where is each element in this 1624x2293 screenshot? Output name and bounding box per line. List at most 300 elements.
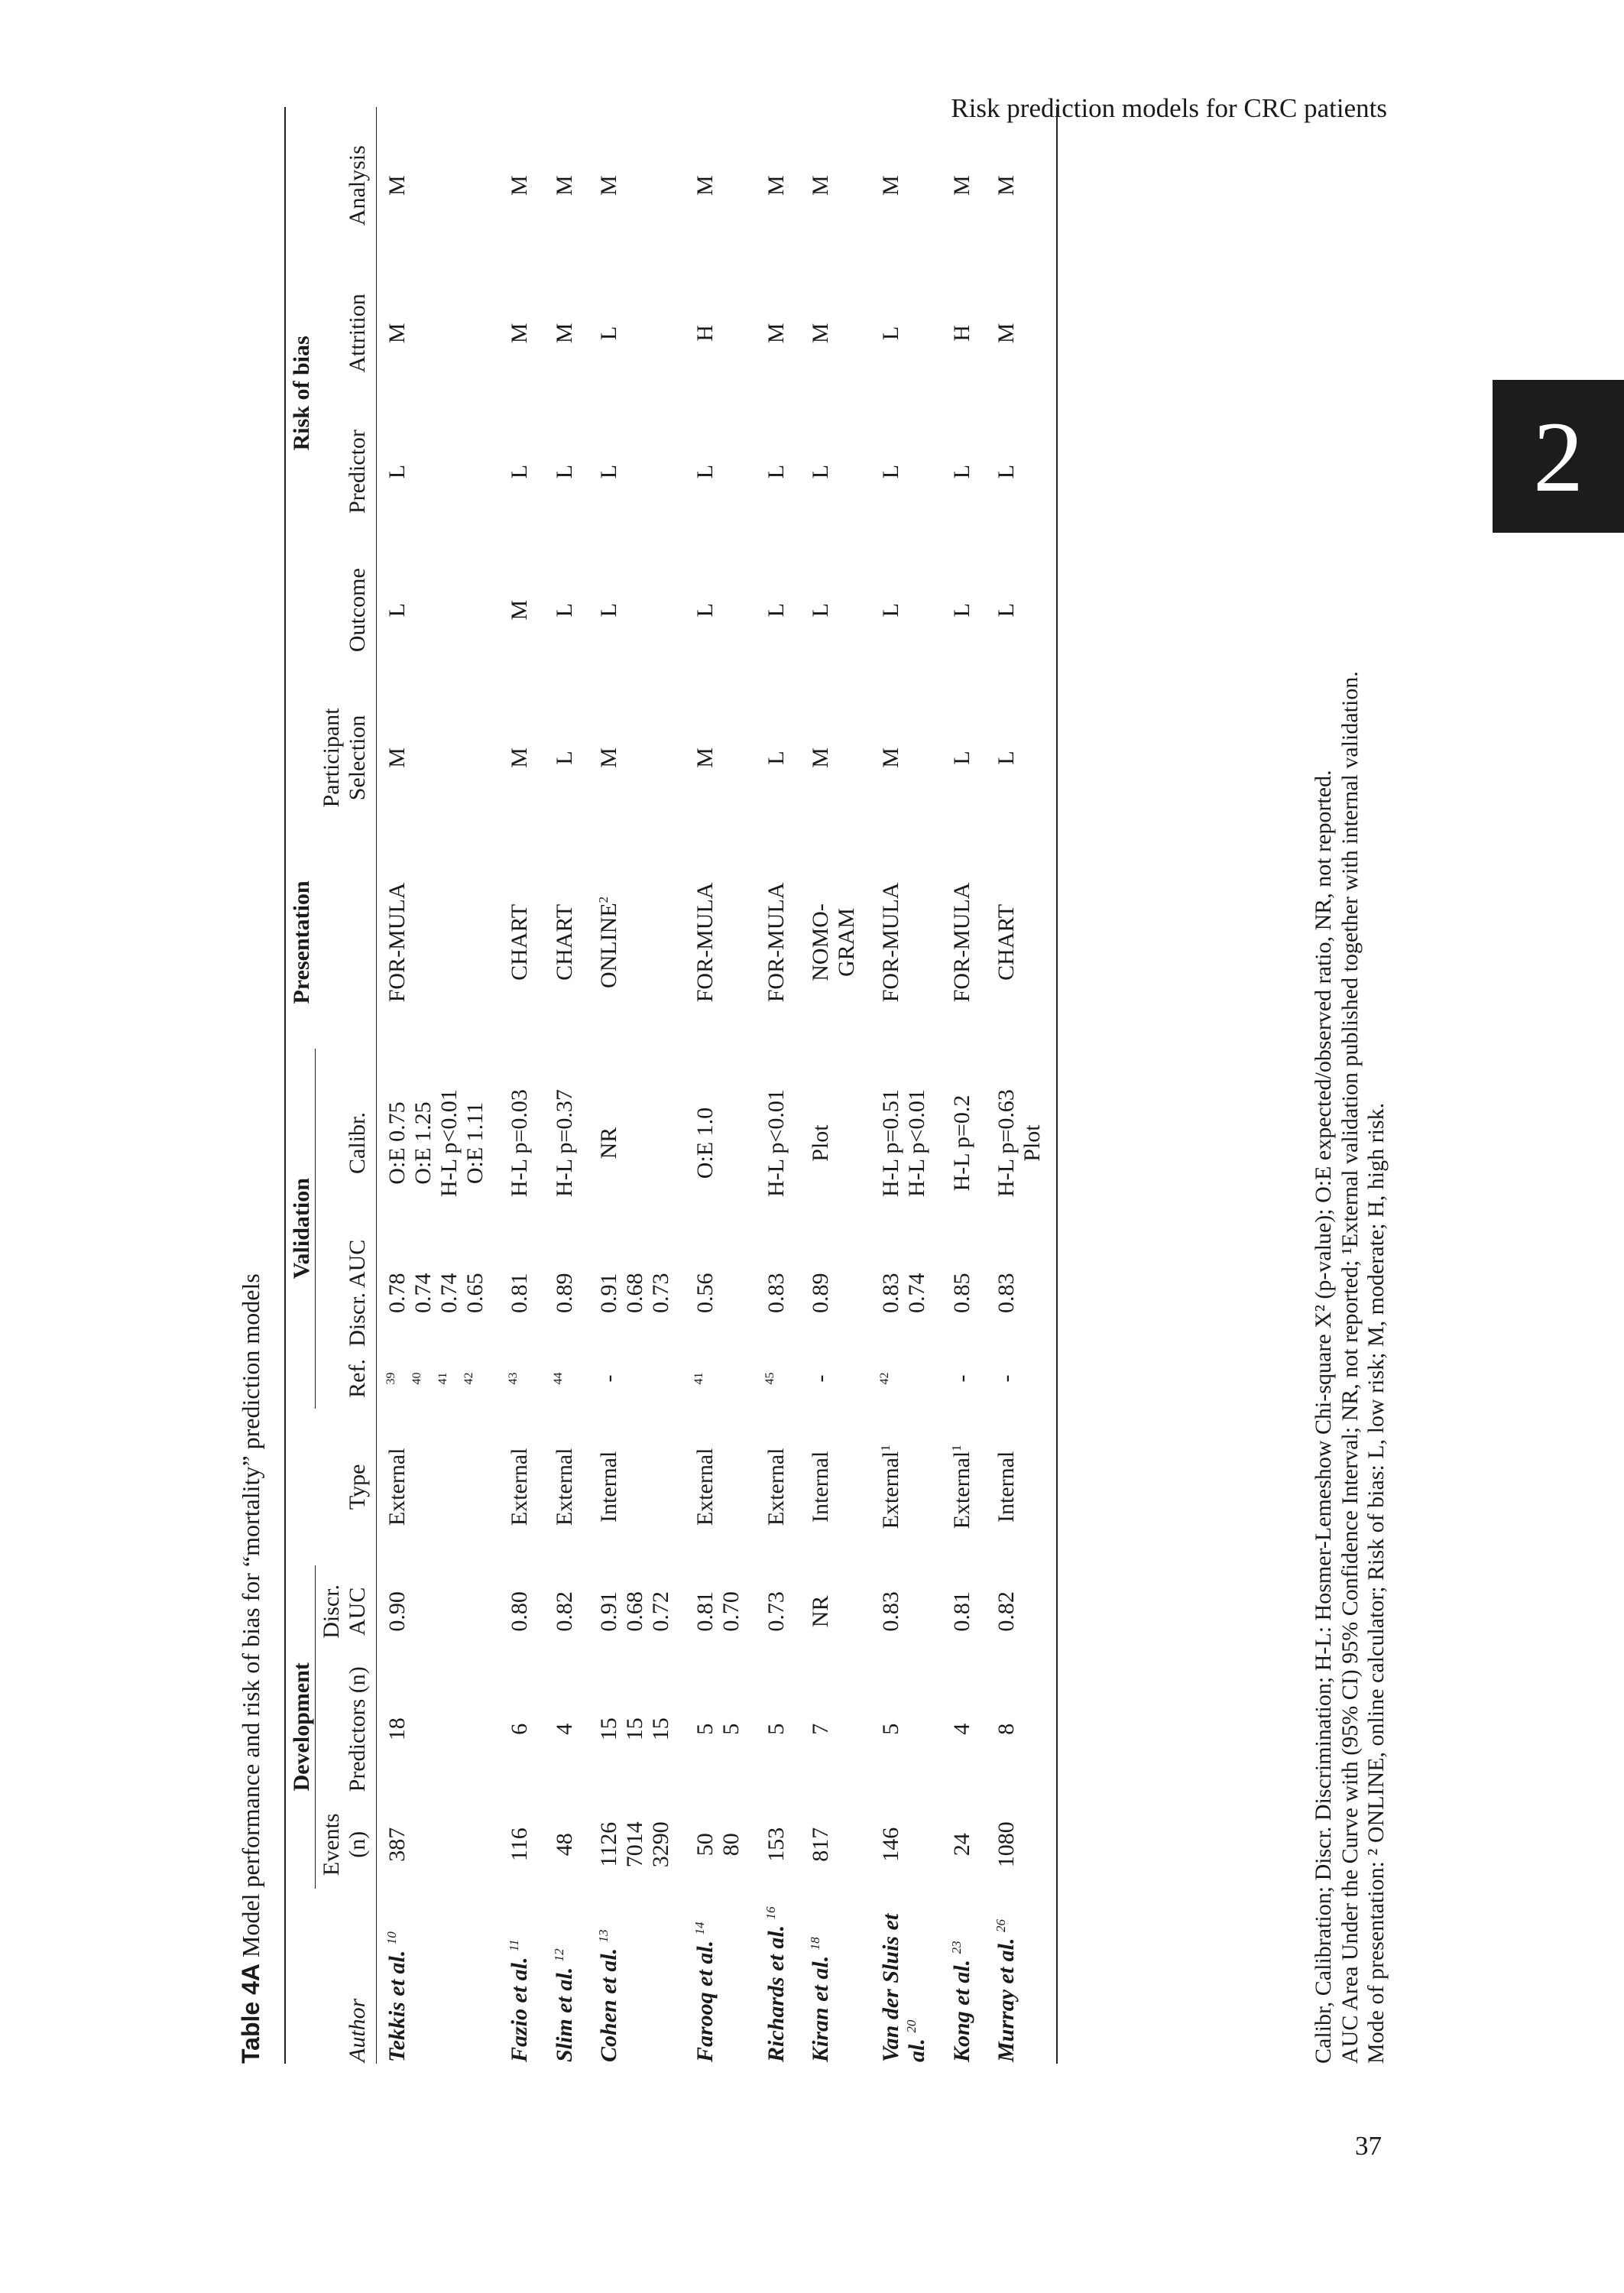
cell-line: FOR-MULA [692,882,718,1003]
analysis-cell: M [384,175,410,196]
cell-line: Plot [1019,1124,1045,1162]
calibr-cell [376,1049,499,1238]
reference-superscript: 12 [551,1948,566,1962]
type-cell [544,1409,588,1565]
predictor-cell: L [993,464,1019,479]
ref-cell [685,1348,755,1408]
cell-line: NR [807,1595,833,1628]
ref-number: 40 [410,1372,423,1385]
cell-line: 3290 [648,1821,674,1868]
analysis-cell: M [807,175,833,196]
cell-line: 0.78 [384,1273,410,1314]
col-dev-auc: Discr. AUC [319,1584,371,1639]
reference-superscript: 10 [384,1931,399,1945]
cell-line: 0.56 [692,1273,718,1314]
validation-type: External [507,1448,533,1526]
reference-superscript: 23 [948,1941,964,1954]
col-predictor: Predictor [345,430,371,514]
predictors-cell [544,1658,588,1801]
attrition-cell: L [878,326,904,341]
outcome-cell: L [763,603,789,618]
cell-line: CHART [551,903,577,981]
cell-line: O:E 1.25 [410,1101,436,1185]
author-cell [756,1889,800,2064]
predictors-cell [986,1658,1057,1801]
results-table [284,107,1058,2064]
participant-cell: M [384,748,410,768]
author-cell [376,1889,499,2064]
presentation-cell [870,836,941,1049]
table-label: Table 4A [237,1964,264,2064]
dev-auc-cell [499,1565,543,1658]
presentation-cell [756,836,800,1049]
outcome-cell: M [507,599,533,621]
col-presentation [316,836,376,1049]
predictor-cell: L [595,464,621,479]
cell-line: H-L p=0.51 [878,1089,904,1197]
presentation-cell [685,836,755,1049]
ref-cell [544,1348,588,1408]
calibr-cell [544,1049,588,1238]
participant-cell: M [878,748,904,768]
predictor-cell: L [878,464,904,479]
ref-cell [756,1348,800,1408]
table-row [588,107,686,2064]
type-cell [800,1409,870,1565]
footnote-line: Calibr, Calibration; Discr. Discrimination; H-L: Hosmer-Lemeshow Chi-square X² (p-value); O:E expected/observed ratio, NR, not reported. [1311,770,1336,2064]
presentation-cell [942,836,986,1049]
predictor-cell: L [384,464,410,479]
cell-line: 5 [718,1723,744,1735]
predictors-cell [800,1658,870,1801]
ref-number: 45 [763,1372,776,1385]
calibr-cell [756,1049,800,1238]
predictor-cell: L [948,464,974,479]
cell-line: 0.73 [763,1591,789,1632]
cell-line: 4 [948,1723,974,1735]
cell-line: 0.82 [993,1591,1019,1632]
cell-line: 817 [807,1827,833,1862]
presentation-cell [376,836,499,1049]
cell-line: 0.91 [595,1273,621,1314]
participant-cell: M [807,748,833,768]
type-cell [376,1409,499,1565]
reference-superscript: 13 [595,1929,611,1943]
cell-line: 153 [763,1827,789,1862]
cell-line: 0.81 [507,1273,533,1314]
events-cell [685,1801,755,1889]
val-auc-cell [942,1237,986,1348]
running-head: Risk prediction models for CRC patients [951,93,1387,123]
cell-line: NOMO- [807,903,833,981]
cell-line: O:E 1.0 [692,1107,718,1179]
analysis-cell: M [763,175,789,196]
outcome-cell: L [384,603,410,618]
events-cell [588,1801,686,1889]
predictors-cell [588,1658,686,1801]
cell-line: 48 [551,1833,577,1857]
cell-line: 0.90 [384,1591,410,1632]
author-name: Farooq et al. [692,1935,718,2062]
participant-cell: M [595,748,621,768]
cell-line: 146 [878,1827,904,1862]
cell-line: H-L p=0.2 [948,1095,974,1192]
presentation-cell [588,836,686,1049]
table-row [499,107,543,2064]
ref-number: 43 [507,1372,520,1385]
author-name: Slim et al. [551,1961,577,2062]
table-body [376,107,1057,2064]
ref-cell [588,1348,686,1408]
events-cell [499,1801,543,1889]
author-cell [800,1889,870,2064]
presentation-cell [499,836,543,1049]
validation-type: External [692,1448,718,1526]
author-name: Kong et al. [948,1954,974,2062]
cell-line: 7014 [621,1821,647,1868]
ref-number: - [993,1374,1019,1383]
table-caption-text: Model performance and risk of bias for “mortality” prediction models [237,1273,264,1957]
cell-line: 387 [384,1827,410,1862]
outcome-cell: L [948,603,974,618]
ref-cell [870,1348,941,1408]
dev-auc-cell [800,1565,870,1658]
validation-type: External [384,1448,410,1526]
attrition-cell: M [993,323,1019,344]
col-events: Events (n) [319,1813,371,1876]
presentation-cell [544,836,588,1049]
calibr-cell [588,1049,686,1238]
val-auc-cell [376,1237,499,1348]
footnote-marker: 2 [595,896,611,903]
cell-line: H-L p<0.01 [904,1089,930,1197]
chapter-tab: 2 [1493,380,1624,533]
ref-number: 44 [551,1372,565,1385]
cell-line: 0.72 [648,1591,674,1632]
participant-cell: M [507,748,533,768]
predictors-cell [870,1658,941,1801]
table-row [544,107,588,2064]
rotated-table-block [237,92,1389,2064]
cell-line: H-L p=0.63 [993,1089,1019,1197]
outcome-cell: L [551,603,577,618]
footnote-marker: 1 [948,1445,964,1451]
author-name: Van der Sluis et al. [878,1913,930,2062]
col-val-auc: Discr. AUC [345,1239,371,1347]
presentation-cell [986,836,1057,1049]
calibr-cell [685,1049,755,1238]
table-row [756,107,800,2064]
participant-cell: L [948,751,974,765]
dev-auc-cell [756,1565,800,1658]
col-attrition: Attrition [345,294,371,373]
analysis-cell: M [551,175,577,196]
outcome-cell: L [692,603,718,618]
attrition-cell: L [595,326,621,341]
cell-line: 0.68 [621,1273,647,1314]
ref-number: 41 [436,1372,449,1385]
cell-line: 0.83 [878,1273,904,1314]
analysis-cell: M [948,175,974,196]
table-row [376,107,499,2064]
type-cell [685,1409,755,1565]
dev-auc-cell [588,1565,686,1658]
table-row [942,107,986,2064]
cell-line: ONLINE [595,903,621,988]
cell-line: 18 [384,1717,410,1741]
cell-line: FOR-MULA [763,882,789,1003]
author-name: Murray et al. [993,1931,1019,2062]
predictors-cell [376,1658,499,1801]
val-auc-cell [756,1237,800,1348]
col-outcome: Outcome [345,568,371,653]
participant-cell: L [551,751,577,765]
author-name: Kiran et al. [807,1950,833,2062]
validation-type: Internal [993,1451,1019,1523]
predictor-cell: L [551,464,577,479]
validation-type: External [763,1448,789,1526]
cell-line: 116 [507,1828,533,1862]
cell-line: 0.74 [904,1273,930,1314]
author-name: Cohen et al. [595,1942,621,2062]
cell-line: O:E 0.75 [384,1101,410,1185]
val-auc-cell [544,1237,588,1348]
cell-line: H-L p<0.01 [763,1089,789,1197]
cell-line: 0.91 [595,1591,621,1632]
cell-line: H-L p=0.03 [507,1089,533,1197]
predictor-cell: L [763,464,789,479]
author-cell [499,1889,543,2064]
analysis-cell: M [507,175,533,196]
ref-number: - [807,1374,833,1383]
cell-line: 6 [507,1723,533,1735]
predictor-cell: L [692,464,718,479]
column-header-row [316,107,376,2064]
cell-line: 0.83 [763,1273,789,1314]
cell-line: Plot [807,1124,833,1162]
type-cell [942,1409,986,1565]
reference-superscript: 20 [904,2019,919,2033]
cell-line: 50 [692,1833,718,1857]
calibr-cell [986,1049,1057,1238]
cell-line: NR [595,1127,621,1159]
attrition-cell: M [507,323,533,344]
col-participant-selection: Participant Selection [319,708,371,808]
table-row [986,107,1057,2064]
cell-line: 80 [718,1833,744,1857]
cell-line: 8 [993,1723,1019,1735]
val-auc-cell [499,1237,543,1348]
validation-type: External [551,1448,577,1526]
cell-line: 0.89 [807,1273,833,1314]
outcome-cell: L [878,603,904,618]
cell-line: 0.70 [718,1591,744,1632]
group-development: Development [285,1565,316,1889]
participant-cell: L [763,751,789,765]
ref-cell [986,1348,1057,1408]
val-auc-cell [800,1237,870,1348]
reference-superscript: 16 [763,1906,778,1920]
reference-superscript: 14 [692,1922,708,1935]
events-cell [870,1801,941,1889]
dev-auc-cell [986,1565,1057,1658]
cell-line: 0.73 [648,1273,674,1314]
dev-auc-cell [942,1565,986,1658]
author-name: Richards et al. [763,1919,789,2062]
ref-number: 39 [384,1372,397,1385]
ref-number: 41 [692,1372,706,1385]
col-type: Type [345,1464,371,1510]
footnote-marker: 1 [878,1445,893,1451]
cell-line: 1080 [993,1821,1019,1868]
cell-line: 0.81 [948,1591,974,1632]
cell-line: 0.80 [507,1591,533,1632]
table-row [685,107,755,2064]
cell-line: FOR-MULA [878,882,904,1003]
footnote-line: Mode of presentation: ² ONLINE, online calculator; Risk of bias: L, low risk; M, moderate; H, high risk. [1363,1102,1389,2064]
predictor-cell: L [807,464,833,479]
cell-line: FOR-MULA [948,882,974,1003]
cell-line: 4 [551,1723,577,1735]
table-row [800,107,870,2064]
calibr-cell [942,1049,986,1238]
dev-auc-cell [376,1565,499,1658]
cell-line: 0.89 [551,1273,577,1314]
author-cell [544,1889,588,2064]
cell-line: O:E 1.11 [462,1101,488,1185]
type-cell [499,1409,543,1565]
cell-line: 15 [595,1717,621,1741]
table-row [870,107,941,2064]
cell-line: 0.65 [462,1273,488,1314]
cell-line: 0.85 [948,1273,974,1314]
group-presentation: Presentation [289,881,314,1004]
attrition-cell: H [692,325,718,342]
cell-line: 0.74 [436,1273,462,1314]
page-number: 37 [1355,2131,1382,2161]
col-analysis: Analysis [345,145,371,226]
calibr-cell [499,1049,543,1238]
col-predictors: Predictors (n) [345,1666,371,1792]
predictors-cell [756,1658,800,1801]
col-calibr: Calibr. [345,1112,371,1174]
cell-line: 15 [648,1717,674,1741]
group-validation: Validation [285,1049,316,1409]
cell-line: CHART [507,903,533,981]
validation-type: External [878,1451,904,1529]
dev-auc-cell [544,1565,588,1658]
type-cell [588,1409,686,1565]
group-header-row [285,107,316,2064]
attrition-cell: H [948,325,974,342]
reference-superscript: 11 [507,1939,522,1951]
cell-line: 5 [878,1723,904,1735]
cell-line: H-L p=0.37 [551,1089,577,1197]
calibr-cell [800,1049,870,1238]
events-cell [800,1801,870,1889]
analysis-cell: M [993,175,1019,196]
events-cell [756,1801,800,1889]
attrition-cell: M [763,323,789,344]
cell-line: 0.74 [410,1273,436,1314]
predictors-cell [499,1658,543,1801]
ref-number: - [948,1374,974,1383]
type-cell [986,1409,1057,1565]
cell-line: 24 [948,1833,974,1857]
val-auc-cell [870,1237,941,1348]
table-caption [237,1273,265,2064]
type-cell [756,1409,800,1565]
participant-cell: L [993,751,1019,765]
table-footnotes [1311,107,1390,2064]
ref-number: 42 [878,1372,892,1385]
cell-line: CHART [993,903,1019,981]
attrition-cell: M [551,323,577,344]
predictors-cell [685,1658,755,1801]
ref-number: 42 [462,1372,476,1385]
cell-line: FOR-MULA [384,882,410,1003]
validation-type: External [948,1451,974,1529]
dev-auc-cell [870,1565,941,1658]
author-name: Tekkis et al. [384,1944,410,2062]
analysis-cell: M [878,175,904,196]
val-auc-cell [588,1237,686,1348]
events-cell [942,1801,986,1889]
analysis-cell: M [595,175,621,196]
dev-auc-cell [685,1565,755,1658]
outcome-cell: L [993,603,1019,618]
type-cell [870,1409,941,1565]
reference-superscript: 18 [807,1937,822,1951]
group-risk-of-bias: Risk of bias [289,336,314,451]
val-auc-cell [986,1237,1057,1348]
author-cell [942,1889,986,2064]
footnote-line: AUC Area Under the Curve with (95% CI) 95% Confidence Interval; NR, not reported; ¹External validation published together with internal validation. [1337,671,1363,2064]
validation-type: Internal [595,1451,621,1523]
cell-line: 5 [763,1723,789,1735]
ref-cell [942,1348,986,1408]
cell-line: 7 [807,1723,833,1735]
cell-line: 0.83 [878,1591,904,1632]
presentation-cell [800,836,870,1049]
validation-type: Internal [807,1451,833,1523]
analysis-cell: M [692,175,718,196]
cell-line: 5 [692,1723,718,1735]
ref-cell [499,1348,543,1408]
cell-line: 0.81 [692,1591,718,1632]
cell-line: 0.82 [551,1591,577,1632]
col-author: Author [345,1998,371,2062]
author-cell [588,1889,686,2064]
cell-line: 15 [621,1717,647,1741]
attrition-cell: M [384,323,410,344]
author-cell [685,1889,755,2064]
author-name: Fazio et al. [507,1951,533,2062]
val-auc-cell [685,1237,755,1348]
author-cell [870,1889,941,2064]
outcome-cell: L [807,603,833,618]
events-cell [376,1801,499,1889]
cell-line: H-L p<0.01 [436,1089,462,1197]
predictors-cell [942,1658,986,1801]
predictor-cell: L [507,464,533,479]
events-cell [986,1801,1057,1889]
cell-line: 0.83 [993,1273,1019,1314]
cell-line: 0.68 [621,1591,647,1632]
col-ref: Ref. [345,1359,371,1398]
attrition-cell: M [807,323,833,344]
ref-number: - [595,1374,621,1383]
